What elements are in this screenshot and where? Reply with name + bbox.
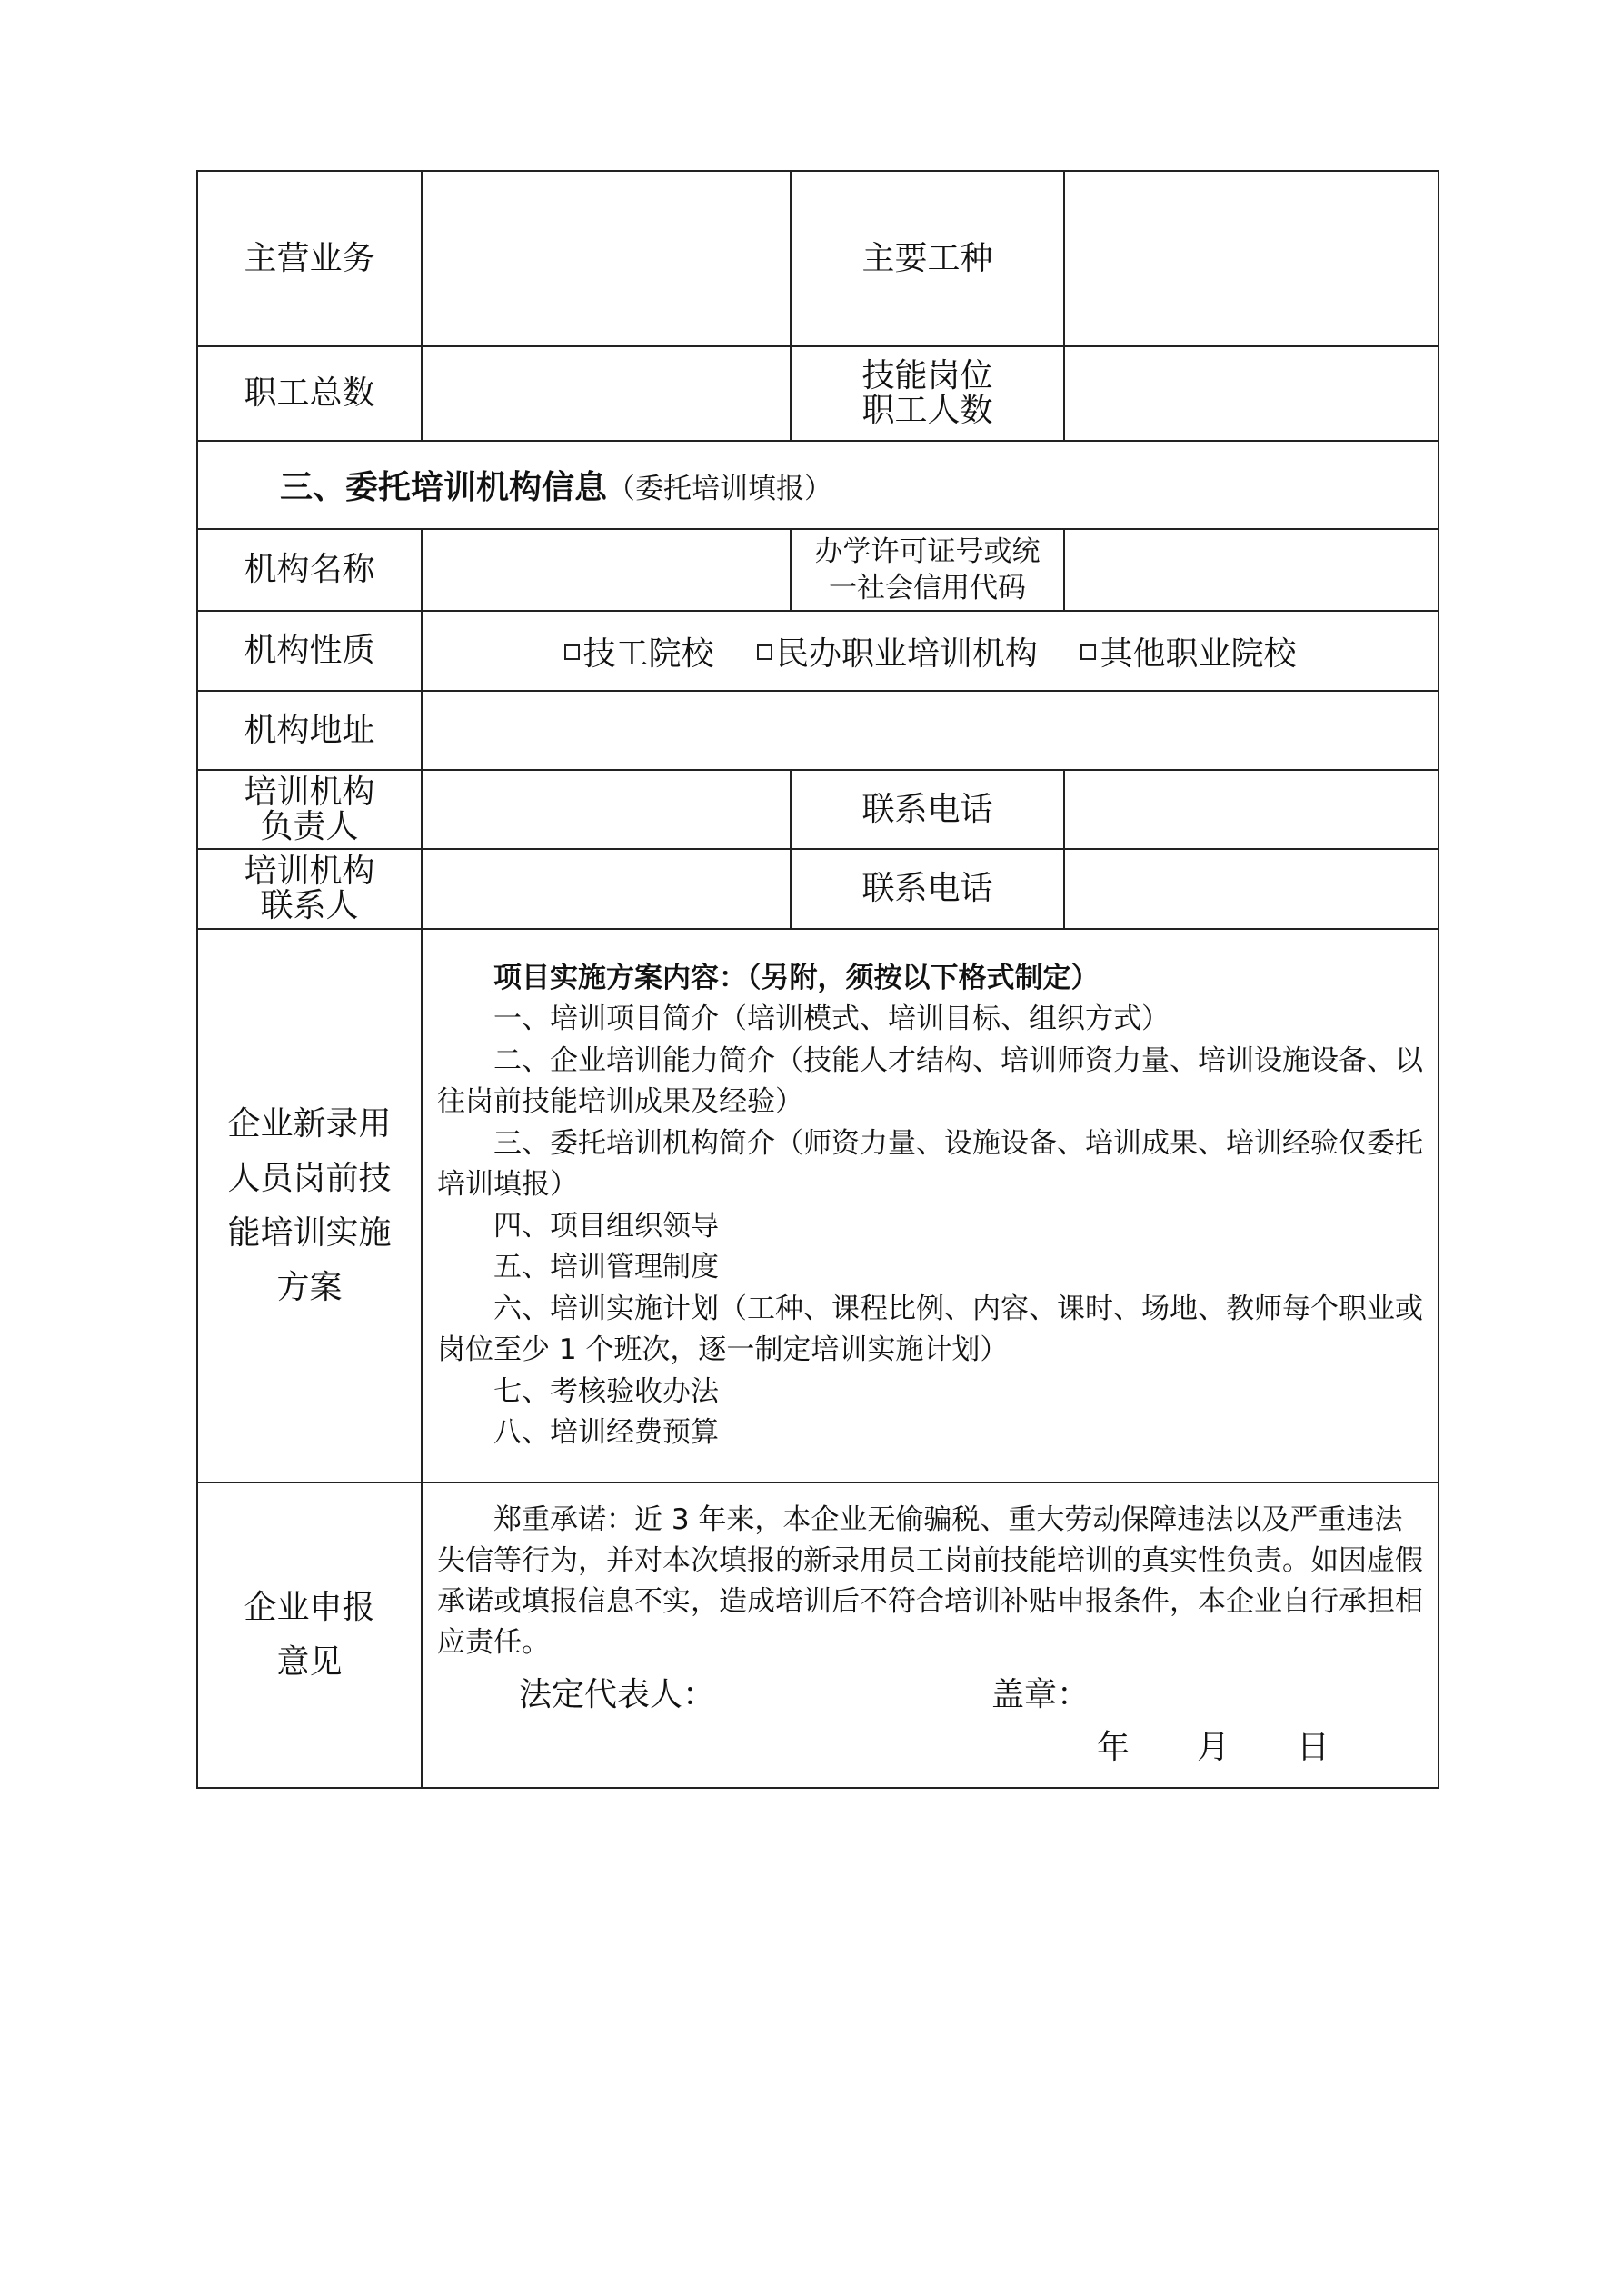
skilled-staff-field[interactable] (1064, 346, 1439, 441)
day-label: 日 (1297, 1729, 1330, 1766)
head-phone-field[interactable] (1064, 770, 1439, 849)
declaration-text: 郑重承诺：近 3 年来，本企业无偷骗税、重大劳动保障违法以及严重违法失信等行为，并对本次填报的新录用员工岗前技能培训的真实性负责。如因虚假承诺或填报信息不实，造成培训后不符合培训补贴申报条件，本企业自行承担相应责任。 (437, 1503, 1423, 1659)
institution-type-label: 机构性质 (197, 611, 422, 691)
row-institution-contact (197, 849, 1439, 929)
skilled-staff-label-line1: 技能岗位 (861, 357, 993, 394)
signature-line (437, 1674, 1430, 1716)
license-code-label (791, 529, 1064, 611)
plan-item: 一、培训项目简介（培训模式、培训目标、组织方式） (493, 1003, 1170, 1035)
training-plan-label-line: 人员岗前技 (227, 1159, 392, 1197)
checkbox-icon[interactable] (564, 644, 580, 660)
institution-head-label (197, 770, 422, 849)
institution-type-options (422, 611, 1439, 691)
plan-item: 五、培训管理制度 (493, 1251, 719, 1283)
training-plan-content (422, 929, 1439, 1482)
skilled-staff-label (791, 346, 1064, 441)
institution-address-label: 机构地址 (197, 691, 422, 770)
main-business-field[interactable] (422, 171, 791, 346)
form-table (196, 170, 1439, 1789)
section-3-note: （委托培训填报） (607, 473, 833, 505)
training-plan-label-line: 方案 (276, 1268, 343, 1306)
row-main-business (197, 171, 1439, 346)
head-phone-label: 联系电话 (791, 770, 1064, 849)
plan-item: 二、企业培训能力简介（技能人才结构、培训师资力量、培训设施设备、以往岗前技能培训成果及经验） (437, 1043, 1423, 1118)
month-label: 月 (1197, 1729, 1230, 1766)
plan-heading: 项目实施方案内容：（另附，须按以下格式制定） (493, 961, 1100, 994)
declaration-content (422, 1482, 1439, 1788)
section-3-title: 三、委托培训机构信息 (280, 469, 608, 506)
option-private-training-institution[interactable]: 民办职业培训机构 (757, 635, 1038, 673)
contact-phone-field[interactable] (1064, 849, 1439, 929)
institution-name-label: 机构名称 (197, 529, 422, 611)
skilled-staff-label-line2: 职工人数 (861, 392, 993, 429)
plan-item: 七、考核验收办法 (493, 1374, 719, 1408)
license-code-field[interactable] (1064, 529, 1439, 611)
training-plan-label-line: 能培训实施 (227, 1213, 392, 1252)
plan-item: 八、培训经费预算 (493, 1416, 719, 1449)
date-line (437, 1727, 1430, 1769)
institution-contact-label-line1: 培训机构 (244, 853, 375, 890)
checkbox-icon[interactable] (1080, 644, 1096, 660)
option-other-vocational-school[interactable]: 其他职业院校 (1080, 635, 1296, 673)
row-declaration (197, 1482, 1439, 1788)
institution-head-label-line1: 培训机构 (244, 773, 375, 811)
row-institution-name (197, 529, 1439, 611)
declaration-label-line: 意见 (276, 1643, 343, 1681)
row-section-3 (197, 441, 1439, 529)
institution-head-label-line2: 负责人 (260, 807, 359, 845)
year-label: 年 (1097, 1729, 1130, 1766)
total-staff-label: 职工总数 (197, 346, 422, 441)
institution-name-field[interactable] (422, 529, 791, 611)
license-code-label-line2: 一社会信用代码 (829, 572, 1026, 604)
institution-contact-label-line2: 联系人 (260, 887, 359, 924)
declaration-label (197, 1482, 422, 1788)
total-staff-field[interactable] (422, 346, 791, 441)
institution-contact-field[interactable] (422, 849, 791, 929)
institution-address-field[interactable] (422, 691, 1439, 770)
main-trades-field[interactable] (1064, 171, 1439, 346)
main-trades-label: 主要工种 (791, 171, 1064, 346)
contact-phone-label: 联系电话 (791, 849, 1064, 929)
declaration-label-line: 企业申报 (244, 1589, 375, 1626)
row-institution-head (197, 770, 1439, 849)
plan-item: 三、委托培训机构简介（师资力量、设施设备、培训成果、培训经验仅委托培训填报） (437, 1126, 1423, 1201)
row-institution-type (197, 611, 1439, 691)
license-code-label-line1: 办学许可证号或统 (814, 535, 1041, 568)
row-training-plan (197, 929, 1439, 1482)
plan-item: 六、培训实施计划（工种、课程比例、内容、课时、场地、教师每个职业或岗位至少 1 个班次，逐一制定培训实施计划） (437, 1292, 1423, 1366)
institution-contact-label (197, 849, 422, 929)
checkbox-icon[interactable] (757, 644, 772, 660)
row-institution-address (197, 691, 1439, 770)
legal-representative-label: 法定代表人： (519, 1676, 716, 1713)
application-form (196, 170, 1438, 1789)
training-plan-label (197, 929, 422, 1482)
main-business-label: 主营业务 (197, 171, 422, 346)
plan-item: 四、项目组织领导 (493, 1209, 719, 1243)
seal-label: 盖章： (991, 1676, 1090, 1713)
institution-head-field[interactable] (422, 770, 791, 849)
row-staff (197, 346, 1439, 441)
training-plan-label-line: 企业新录用 (227, 1104, 392, 1143)
section-3-heading (197, 441, 1439, 529)
option-technical-school[interactable]: 技工院校 (564, 635, 714, 673)
